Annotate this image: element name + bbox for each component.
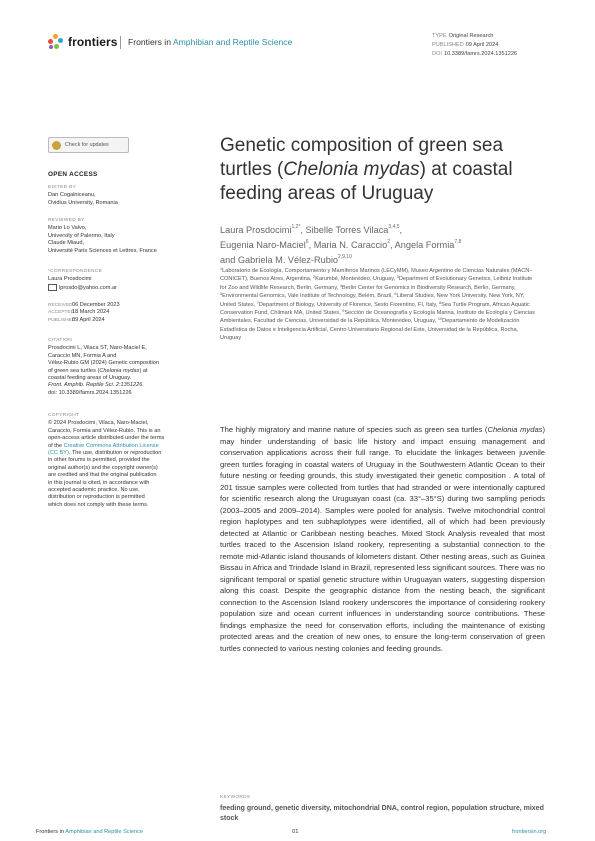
footer-site-link[interactable]: frontiersin.org: [512, 829, 547, 835]
edited-by-block: [48, 184, 190, 207]
header-divider: [120, 36, 121, 49]
page-number: 01: [292, 829, 299, 835]
copyright-block: [48, 412, 190, 509]
type-key: TYPE: [432, 33, 447, 39]
reviewer-line: University of Palermo, Italy: [48, 232, 115, 239]
species-name: Chelonia mydas: [283, 159, 420, 180]
open-access-label: OPEN ACCESS: [48, 171, 98, 178]
copyright-line: in this journal is cited, in accordance with: [48, 479, 150, 486]
editor-line: Dan Cogalniceanu,: [48, 192, 96, 199]
author-affil: 1,2*: [291, 224, 301, 230]
check-updates-label: Check for updates: [65, 142, 109, 148]
article-title: Genetic composition of green sea turtles (Chelonia mydas) at coastal feeding areas of Uruguay: [220, 135, 513, 204]
author-affil: 7,8: [454, 239, 462, 245]
citation-line: coastal feeding areas of Uruguay.: [48, 375, 132, 382]
correspondence-name: Laura Prosdocimi: [48, 276, 92, 283]
copyright-line: © 2024 Prosdocimi, Vilaca, Naro-Maciel,: [48, 420, 149, 427]
copyright-line: are credited and that the original publication: [48, 472, 157, 479]
author-affil: 3,4,5: [388, 224, 400, 230]
reviewer-line: Université Paris Sciences et Lettres, France: [48, 247, 157, 254]
accepted-label: ACCEPTED: [48, 310, 75, 316]
received-date: 06 December 2023: [72, 302, 120, 308]
article-type: Original Research: [448, 33, 494, 39]
mail-icon: [48, 284, 57, 291]
cc-by-link[interactable]: (CC BY): [48, 450, 69, 457]
frontiers-logo[interactable]: [48, 34, 118, 50]
doi-value[interactable]: 10.3389/famrs.2024.1351226: [443, 50, 518, 57]
citation-journal-line: Front. Amphib. Reptile Sci. 2:1351226.: [48, 382, 144, 389]
correspondence-block: [48, 268, 190, 292]
doi-key: DOI: [432, 50, 442, 57]
copyright-line: open-access article distributed under the terms: [48, 435, 165, 442]
copyright-label: COPYRIGHT: [48, 413, 80, 418]
correspondence-label: *CORRESPONDENCE: [48, 269, 103, 274]
species-name: Chelonia mydas: [487, 425, 543, 434]
keywords: feeding ground, genetic diversity, mitochondrial DNA, control region, population structure, mixed stock: [220, 805, 544, 822]
journal-name[interactable]: [128, 37, 292, 47]
abstract: The highly migratory and marine nature of species such as green sea turtles (Chelonia mydas) may hinder understanding of basic life history and impact ensuing management and conservation applications across their full range. To elucidate the linkages between juvenile green turtles foraging in coastal waters of Uruguay in the Southwestern Atlantic Ocean to their future nesting or feeding grounds, this study investigated their genetic composition . A total of 201 tissue samples were collected from turtles that had stranded or were intentionally captured for scientific research along the Uruguayan coast (ca. 33°–35°S) during two sampling periods (2003–2005 and 2009–2014). Samples were pooled for analysis. Twelve mitochondrial control region haplotypes and ten subhaplotypes were identified, all of which had been previously detected at Atlantic or Caribbean nesting beaches. Mixed Stock Analysis revealed that most turtles traced to the Ascension Island rookery, representing a substantial connection to the remote mid-Atlantic island thousands of kilometers distant. Other nesting areas, such as Guinea Bissau in Africa and Trindade Island in Brazil, represented less significant sources. There was no significant temporal or spatial genetic structure within Uruguayan waters, suggesting dispersion along this coast. Despite the geographic distance from the nesting beach, the significant connection to the Ascension Island rookery underscores the importance of considering rookery population size and ocean current influences in understanding source contributions. These findings emphasize the need for conservation efforts, including the maintenance of existing protected areas and the creation of new ones, to ensure the long-term conservation of green turtles connected to various nesting colonies and feeding grounds.: [220, 425, 545, 653]
journal-prefix: Frontiers in: [128, 37, 171, 47]
copyright-line: (CC BY). The use, distribution or reproduction: [48, 450, 162, 457]
check-for-updates-button[interactable]: [48, 137, 129, 153]
reviewer-line: Claude Miaud,: [48, 240, 85, 247]
editor-line: Ovidius University, Romania: [48, 199, 118, 206]
published-date-side: 09 April 2024: [72, 316, 105, 323]
footer-journal: Frontiers in Amphibian and Reptile Science: [36, 829, 143, 835]
author-name[interactable]: Angela Formia: [394, 240, 455, 250]
copyright-line: of the Creative Commons Attribution License: [48, 442, 159, 449]
published-key: PUBLISHED: [432, 41, 464, 48]
author-affil: 2,9,10: [337, 254, 352, 260]
copyright-line: original author(s) and the copyright owner(s): [48, 464, 158, 471]
citation-doi-line[interactable]: doi: 10.3389/famrs.2024.1351226: [48, 389, 132, 396]
received-label: RECEIVED: [48, 303, 73, 308]
frontiers-logo-icon: [48, 34, 64, 50]
author-name[interactable]: Sibelle Torres Vilaca: [305, 225, 389, 235]
journal-title: Amphibian and Reptile Science: [172, 37, 293, 47]
article-meta: [432, 32, 517, 58]
correspondence-email[interactable]: lprosdo@yahoo.com.ar: [59, 284, 117, 291]
published-label: PUBLISHED: [48, 317, 76, 323]
copyright-line: accepted academic practice. No use,: [48, 487, 140, 494]
citation-line: Vélez-Rubio GM (2024) Genetic composition: [48, 360, 159, 367]
author-name[interactable]: Eugenia Naro-Maciel: [220, 240, 306, 250]
copyright-line: in other forums is permitted, provided the: [48, 457, 150, 464]
author-list: Laura Prosdocimi$^{1,2*}$, Sibelle Torres Vilaca$^{3,4,5}$, Eugenia Naro-Maciel$^6$, Maria N. Caraccio$^2$, Angela Formia$^{7,8}$ and Gabriela M. Vélez-Rubio$^{2,9,10}$: [220, 224, 462, 265]
published-date: 09 April 2024: [465, 41, 499, 48]
affiliations: $^1$Laboratorio de Ecología, Comportamiento y Mamíferos Marinos (LECyMM), Museo Argentino de Ciencias Naturales (MACN–CONICET), Buenos Aires, Argentina, $^2$Karumbé, Montevideo, Uruguay, $^3$Department of Evolutionary Genetics, Leibniz Institute for Zoo and Wildlife Research, Berlin, Germany, $^4$Berlin Center for Genomics in Biodiversity Research, Berlin, Germany, $^5$Environmental Genomics, Vale Institute of Technology, Belém, Brazil, $^6$Liberal Studies, New York University, New York, NY, United States, $^7$Department of Biology, University of Florence, Sesto Fiorentino, FI, Italy, $^8$Sea Turtle Program, African Aquatic Conservation Fund, Chilmark MA, United States, $^9$Sección de Oceanografía y Ecología Marina, Instituto de Ecología y Ciencias Ambientales, Facultad de Ciencias, Universidad de la República, Montevideo, Uruguay, $^{10}$Departamento de Modelización Estadística de Datos e Inteligencia Artificial, Centro Universitario Regional del Este, Universidad de la República, Rocha, Uruguay: [220, 267, 535, 342]
logo-text: frontiers: [68, 35, 118, 49]
edited-by-label: EDITED BY: [48, 185, 77, 190]
author-name[interactable]: and Gabriela M. Vélez-Rubio: [220, 255, 338, 265]
copyright-line: which does not comply with these terms.: [48, 501, 149, 508]
footer-journal-link[interactable]: Amphibian and Reptile Science: [65, 829, 143, 835]
author-name[interactable]: Maria N. Caraccio: [313, 240, 388, 250]
citation-line: Caraccio MN, Formia A and: [48, 352, 117, 359]
cc-license-link[interactable]: Creative Commons Attribution License: [63, 442, 159, 449]
author-affil: 2: [387, 239, 390, 245]
citation-line: of green sea turtles (Chelonia mydas) at: [48, 367, 148, 374]
citation-label: CITATION: [48, 338, 73, 343]
citation-line: Prosdocimi L, Vilaca ST, Naro-Maciel E,: [48, 345, 147, 352]
reviewed-by-block: [48, 217, 190, 255]
reviewer-line: Mario Lo Valvo,: [48, 225, 87, 232]
dates-block: [48, 302, 190, 324]
copyright-line: distribution or reproduction is permitted: [48, 494, 145, 501]
correspondence-email-row[interactable]: [48, 284, 190, 292]
copyright-line: Caraccio, Formia and Vélez-Rubio. This is an: [48, 427, 161, 434]
keywords-label: KEYWORDS: [220, 795, 251, 800]
check-updates-icon: [52, 141, 61, 150]
author-name[interactable]: Laura Prosdocimi: [220, 225, 292, 235]
reviewed-by-label: REVIEWED BY: [48, 218, 85, 223]
accepted-date: 18 March 2024: [72, 309, 110, 316]
citation-block: [48, 337, 190, 397]
author-affil: 6: [305, 239, 309, 245]
